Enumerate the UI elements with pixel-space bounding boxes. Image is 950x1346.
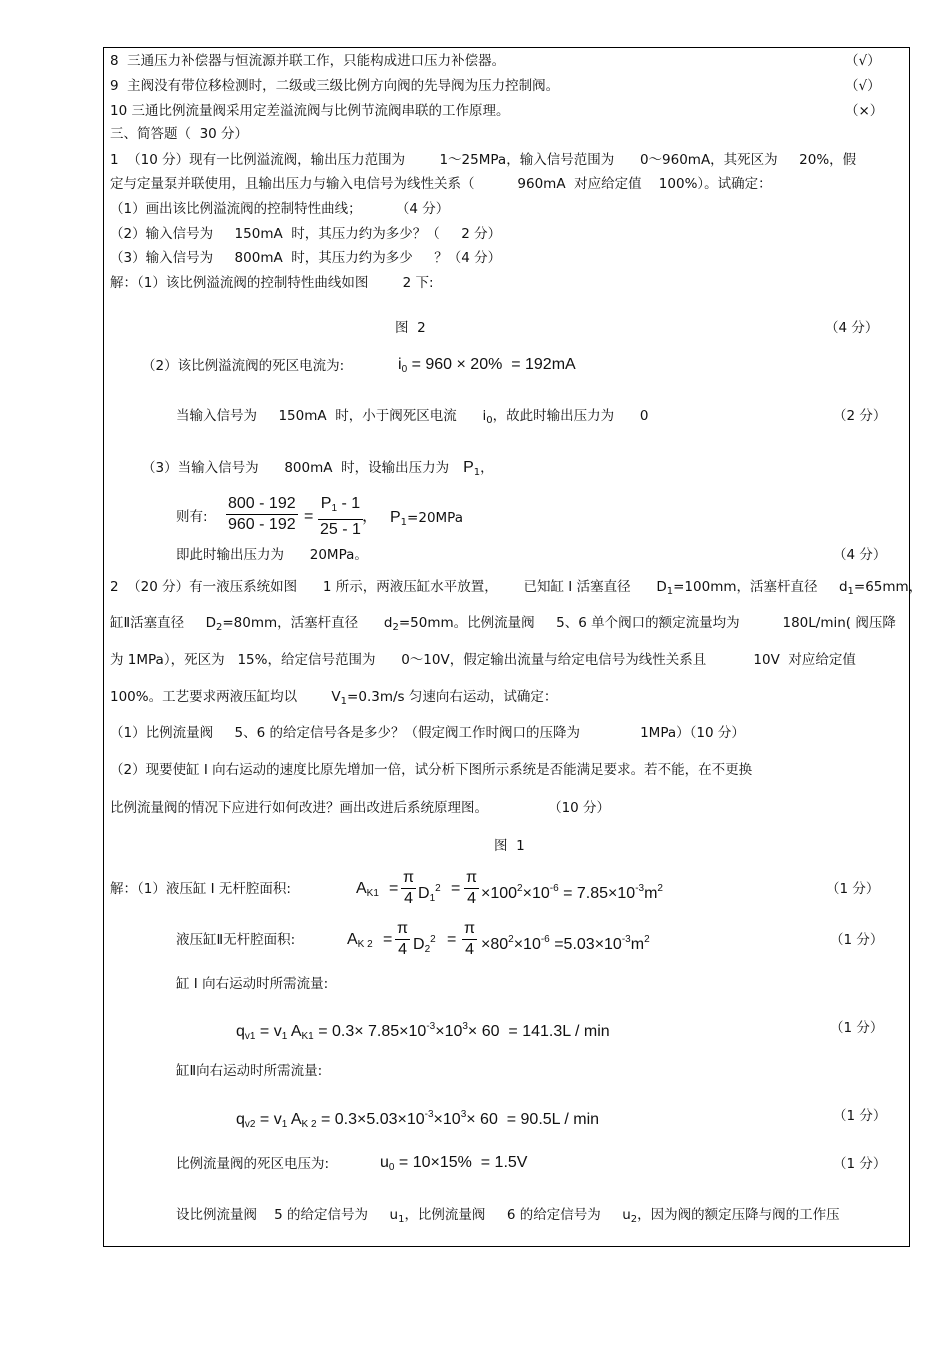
qv1-formula — [236, 1017, 610, 1047]
qv1-expr-sup: -3 — [426, 1021, 436, 1032]
p1-symbol: P — [463, 459, 474, 476]
ak2-four-2: 4 — [465, 941, 474, 958]
ak2-symbol — [347, 930, 373, 955]
q2-last-sub1: 1 — [398, 1214, 405, 1225]
ak1-d: D — [418, 885, 430, 902]
fraction-signal — [226, 494, 298, 535]
ak1-subscript: K1 — [366, 888, 379, 899]
section-title: 三、简答题（ 30 分） — [110, 126, 249, 142]
ak1-unit: m — [644, 885, 658, 902]
judgement-9-mark: （√） — [845, 78, 881, 94]
u0-sub: 0 — [388, 1162, 395, 1173]
dead-current-formula — [398, 355, 576, 380]
qv1-v: = v — [259, 1023, 282, 1040]
fraction-signal-numerator: 800 - 192 — [226, 494, 298, 515]
q2-last-line — [176, 1206, 840, 1229]
ak1-pi: π — [401, 868, 416, 889]
qv2-a-sub: K 2 — [301, 1119, 317, 1130]
qv1-result: × 60 = 141.3L / min — [467, 1023, 610, 1040]
q2-sub2-line2: 比例流量阀的情况下应进行如何改进？画出改进后系统原理图。 （10 分） — [110, 800, 611, 816]
qv1-v-sub: 1 — [281, 1031, 288, 1042]
qv2-tail: ×10 — [433, 1111, 461, 1128]
figure-2-score: （4 分） — [825, 320, 879, 336]
ak2-d-sub: 2 — [424, 944, 431, 955]
ak2-d2 — [413, 930, 436, 960]
q1-a2-text — [176, 407, 648, 430]
q2-line4-tail: =0.3m/s 匀速向右运动，试确定： — [347, 689, 558, 705]
ak1-a: A — [356, 880, 367, 897]
qv1-tail-sup: 3 — [462, 1021, 468, 1032]
q1-line2: 定与定量泵并联使用，且输出压力与输入电信号为线性关系（ 960mA 对应给定值 100%）。试确定： — [110, 176, 772, 192]
q1-a3-then: 则有: — [176, 509, 208, 525]
flow1-label: 缸 I 向右运动时所需流量: — [176, 976, 329, 992]
ak1-result: = 7.85×10 — [563, 885, 636, 902]
q2-line4 — [110, 688, 557, 711]
judgement-8-mark: （√） — [845, 53, 881, 69]
figure-2-caption: 图 2 — [395, 320, 426, 336]
qv1-score: （1 分） — [830, 1020, 884, 1036]
ak1-d1 — [418, 879, 441, 909]
flow2-label: 缸Ⅱ向右运动时所需流量: — [176, 1063, 323, 1079]
q1-a3-label-main: （3）当输入信号为 800mA 时，设输出压力为 — [142, 460, 450, 476]
qv2-v: = v — [259, 1111, 282, 1128]
fraction-equals: = — [304, 508, 314, 525]
ak2-result: =5.03×10 — [554, 936, 622, 953]
ak2-calc-b: ×10 — [513, 936, 541, 953]
q2-sub1: （1）比例流量阀 5、6 的给定信号各是多少？（假定阀工作时阀口的压降为 1MPa）（10 分） — [110, 725, 745, 741]
ak2-pi-fraction — [395, 919, 410, 960]
qv2-a: A — [287, 1111, 302, 1128]
ak1-score: （1 分） — [826, 881, 880, 897]
ak2-pi-2: π — [462, 919, 477, 940]
q2-line2-sub2: 2 — [392, 622, 399, 633]
u0-expr: = 10×15% = 1.5V — [398, 1154, 528, 1171]
fraction-pressure-tail: - 1 — [337, 495, 361, 512]
q2-line1-tail: =100mm，活塞杆直径 d — [673, 579, 848, 595]
ak2-unit-sup: 2 — [644, 934, 650, 945]
q2-line4-main: 100%。工艺要求两液压缸均以 V — [110, 689, 341, 705]
q1-a3-conclusion: 即此时输出压力为 20MPa。 — [176, 547, 368, 563]
u0-score: （1 分） — [833, 1156, 887, 1172]
q2-line2-tail2: =50mm。比例流量阀 5、6 单个阀口的额定流量均为 180L/min( 阀压降 — [398, 615, 896, 631]
q2-last-tail: ，因为阀的额定压降与阀的工作压 — [637, 1207, 840, 1223]
q1-sub1: （1）画出该比例溢流阀的控制特性曲线； （4 分） — [110, 201, 450, 217]
qv2-q: q — [236, 1111, 245, 1128]
q2-line1-sub2: 1 — [847, 586, 854, 597]
qv2-v-sub: 1 — [281, 1119, 288, 1130]
ak1-four: 4 — [404, 890, 413, 907]
ak1-calc-b-sup: -6 — [549, 883, 559, 894]
q2-line2-main: 缸Ⅱ活塞直径 D — [110, 615, 216, 631]
judgement-10-mark: （×） — [845, 103, 884, 119]
ak2-d: D — [413, 936, 425, 953]
fraction-comma: ， — [362, 508, 379, 525]
qv1-expr: = 0.3× 7.85×10 — [318, 1023, 427, 1040]
p1-result — [390, 508, 463, 532]
q2-last-main: 设比例流量阀 5 的给定信号为 u — [176, 1207, 399, 1223]
qv1-q: q — [236, 1023, 245, 1040]
q1-a3-score: （4 分） — [833, 547, 887, 563]
q2-last-sub2: 2 — [630, 1214, 638, 1225]
i0-expression: = 960 × 20% = 192mA — [411, 356, 576, 373]
judgement-9: 9 主阀没有带位移检测时，二级或三级比例方向阀的先导阀为压力控制阀。 — [110, 78, 560, 94]
qv2-expr-sup: -3 — [424, 1109, 434, 1120]
qv2-formula — [236, 1105, 599, 1135]
ak1-calc-b: ×10 — [522, 885, 550, 902]
qv2-result: × 60 = 90.5L / min — [466, 1111, 600, 1128]
q2-line2-tail: =80mm，活塞杆直径 d — [222, 615, 393, 631]
q2-line3: 为 1MPa），死区为 15%，给定信号范围为 0～10V，假定输出流量与给定电信号为线性关系且 10V 对应给定值 — [110, 652, 856, 668]
q1-sub3: （3）输入信号为 800mA 时，其压力约为多少 ？（4 分） — [110, 250, 502, 266]
ak1-calc — [481, 879, 663, 904]
qv2-score: （1 分） — [833, 1108, 887, 1124]
qv1-sub: v1 — [244, 1031, 256, 1042]
qv1-a-sub: K1 — [301, 1031, 314, 1042]
q2-line2-sub: 2 — [216, 622, 223, 633]
ak1-pi-fraction-2 — [464, 868, 479, 909]
ak1-pi-fraction — [401, 868, 416, 909]
ak1-calc-a-sup: 2 — [517, 883, 523, 894]
qv2-tail-sup: 3 — [460, 1109, 467, 1120]
q1-a2-text-tail: ，故此时输出压力为 0 — [492, 408, 649, 424]
ak1-calc-a: ×100 — [481, 885, 518, 902]
ak1-pi-2: π — [464, 868, 479, 889]
q2-line2 — [110, 614, 896, 637]
ak2-eq1: = — [383, 931, 393, 948]
fraction-pressure-numerator — [318, 494, 363, 520]
ak1-eq1: = — [389, 880, 399, 897]
q1-answer-intro: 解：（1）该比例溢流阀的控制特性曲线如图 2 下: — [110, 275, 434, 291]
dead-voltage-label: 比例流量阀的死区电压为: — [176, 1156, 330, 1172]
q1-a3-label — [142, 458, 494, 482]
q2-line4-sub: 1 — [340, 696, 348, 707]
q2-line1-main: 2 （20 分）有一液压系统如图 1 所示，两液压缸水平放置， 已知缸 I 活塞直径 D — [110, 579, 667, 595]
fraction-signal-denominator: 960 - 192 — [228, 516, 296, 533]
q1-a2-text-main: 当输入信号为 150mA 时，小于阀死区电流 i — [176, 408, 487, 424]
p1-result-sub: 1 — [400, 517, 408, 528]
fraction-pressure-p-sub: 1 — [331, 503, 338, 514]
q1-a2-score: （2 分） — [833, 408, 887, 424]
qv1-tail: ×10 — [435, 1023, 463, 1040]
figure-1-caption: 图 1 — [494, 838, 525, 854]
u0-formula — [380, 1153, 527, 1178]
q2-answer-label: 解：（1）液压缸 I 无杆腔面积: — [110, 881, 291, 897]
judgement-8: 8 三通压力补偿器与恒流源并联工作，只能构成进口压力补偿器。 — [110, 53, 506, 69]
qv2-sub: v2 — [244, 1119, 256, 1130]
ak2-calc — [481, 930, 650, 955]
p1-subscript: 1 — [473, 467, 481, 478]
ak2-eq2: = — [447, 931, 457, 948]
p1-result-symbol: P — [390, 509, 401, 526]
ak1-eq2: = — [451, 880, 461, 897]
ak2-pi-fraction-2 — [462, 919, 477, 960]
u0-u: u — [380, 1154, 389, 1171]
ak2-calc-a-sup: 2 — [508, 934, 514, 945]
qv1-a: A — [287, 1023, 302, 1040]
fraction-pressure — [318, 494, 363, 540]
q2-line1-tail2: =65mm， — [853, 579, 923, 595]
ak2-four: 4 — [398, 941, 407, 958]
ak1-d-sup: 2 — [435, 883, 441, 894]
judgement-10: 10 三通比例流量阀采用定差溢流阀与比例节流阀串联的工作原理。 — [110, 103, 510, 119]
ak2-unit: m — [630, 936, 645, 953]
ak2-d-sup: 2 — [430, 934, 436, 945]
q2-sub2-line1: （2）现要使缸 I 向右运动的速度比原先增加一倍，试分析下图所示系统是否能满足要求。若不能，在不更换 — [110, 762, 753, 778]
ak2-result-sup: -3 — [621, 934, 631, 945]
ak2-label: 液压缸Ⅱ无杆腔面积: — [176, 932, 296, 948]
q1-line1: 1 （10 分）现有一比例溢流阀，输出压力范围为 1～25MPa，输入信号范围为 0～960mA，其死区为 20%，假 — [110, 152, 857, 168]
ak2-calc-b-sup: -6 — [540, 934, 550, 945]
q1-a2-label: （2）该比例溢流阀的死区电流为: — [142, 358, 345, 374]
ak1-d-sub: 1 — [429, 893, 436, 904]
ak2-subscript: K 2 — [357, 939, 373, 950]
fraction-pressure-p: P — [320, 495, 332, 512]
q2-line1 — [110, 578, 922, 601]
q1-sub2: （2）输入信号为 150mA 时，其压力约为多少？（ 2 分） — [110, 226, 502, 242]
i0-subscript: 0 — [401, 364, 408, 375]
ak1-result-sup: -3 — [635, 883, 645, 894]
q1-a3-comma: ， — [480, 460, 494, 476]
ak1-four-2: 4 — [467, 890, 476, 907]
ak1-symbol — [356, 879, 379, 904]
ak2-pi: π — [395, 919, 410, 940]
q2-last-mid: ，比例流量阀 6 的给定信号为 u — [404, 1207, 631, 1223]
i0-symbol: i — [398, 356, 402, 373]
fraction-pressure-denominator: 25 - 1 — [320, 521, 361, 538]
ak2-a: A — [347, 931, 358, 948]
ak2-score: （1 分） — [830, 932, 884, 948]
ak2-calc-a: ×80 — [481, 936, 509, 953]
q1-a2-text-sub: 0 — [486, 415, 493, 426]
qv2-expr: = 0.3×5.03×10 — [320, 1111, 425, 1128]
ak1-unit-sup: 2 — [657, 883, 663, 894]
p1-result-value: =20MPa — [407, 510, 463, 526]
q2-line1-sub: 1 — [666, 586, 674, 597]
